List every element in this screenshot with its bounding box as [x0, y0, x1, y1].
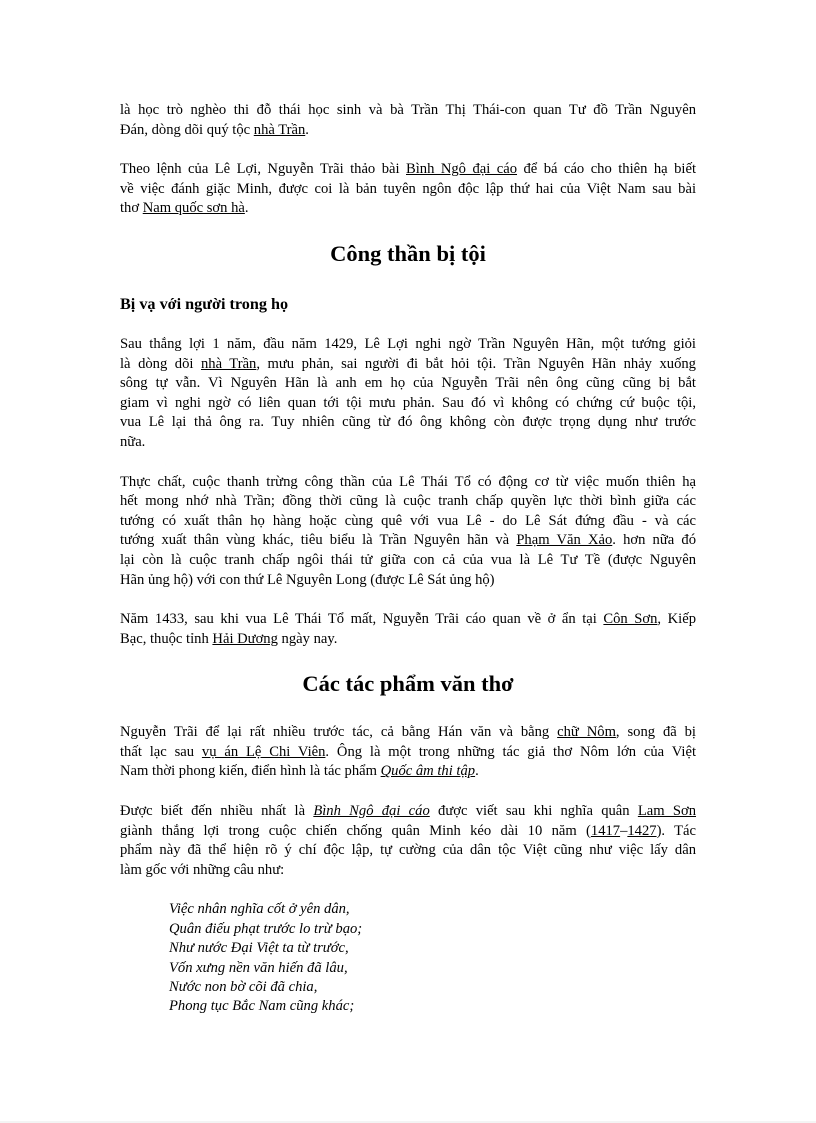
link-nha-tran[interactable]: nhà Trần: [200, 355, 257, 372]
text-line: nữa.: [120, 433, 146, 450]
link-pham-van-xao[interactable]: Phạm Văn Xảo: [516, 532, 613, 549]
text-line: [120, 762, 696, 782]
poem-line: Nước non bờ cõi đã chia,: [169, 979, 318, 996]
document-page: [120, 101, 696, 1017]
text-line: [120, 723, 696, 743]
link-lam-son[interactable]: Lam Sơn: [637, 803, 697, 820]
text-line: Hãn ủng hộ) với con thứ Lê Nguyên Long (được Lê Sát ủng hộ): [120, 571, 495, 588]
text-line: phẩm này đã thể hiện rõ ý chí độc lập, tự cường của dân tộc Việt cũng như việc lấy dân: [120, 842, 696, 859]
poem-line: Vốn xưng nền văn hiến đã lâu,: [169, 959, 348, 976]
link-binh-ngo-dai-cao[interactable]: Bình Ngô đại cáo: [406, 161, 518, 178]
link-nam-quoc-son-ha[interactable]: Nam quốc sơn hà: [142, 200, 245, 217]
text-line: [120, 610, 696, 630]
text-run: .: [244, 200, 249, 217]
text-line: giam vì nghi ngờ có liên quan tới tội mưu phản. Sau đó vì không có chứng cứ buộc tội,: [120, 394, 696, 411]
text-run: thất lạc sau: [120, 743, 202, 760]
text-line: làm gốc với những câu như:: [120, 861, 285, 878]
text-run: Đán, dòng dõi quý tộc: [120, 121, 254, 138]
text-run: , song đã bị: [615, 724, 696, 741]
text-run: , Kiếp: [657, 611, 696, 628]
text-line: [120, 802, 696, 822]
section-heading-cong-than: Công thần bị tội: [330, 240, 486, 266]
text-run: Bạc, thuộc tỉnh: [120, 630, 213, 647]
poem-line: Quân điếu phạt trước lo trừ bạo;: [169, 920, 363, 937]
paragraph-thuc-chat: [120, 473, 696, 591]
paragraph-con-son: [120, 610, 696, 649]
link-hai-duong[interactable]: Hải Dương: [212, 630, 278, 647]
text-line: hết mong nhớ nhà Trần; đồng thời cũng là cuộc tranh chấp quyền lực thời bình giữa các: [120, 493, 696, 510]
text-line: Sau thắng lợi 1 năm, đầu năm 1429, Lê Lợi nghi ngờ Trần Nguyên Hãn, một tướng giỏi: [120, 335, 696, 352]
text-run: Nguyễn Trãi để lại rất nhiều trước tác, cả bằng Hán văn và bằng: [120, 724, 558, 741]
text-line: [120, 355, 696, 375]
poem-excerpt: [169, 900, 696, 1016]
text-run: .: [475, 763, 479, 780]
section-heading-tac-pham: Các tác phẩm văn thơ: [302, 671, 514, 697]
link-year-1417[interactable]: 1417: [590, 822, 621, 839]
link-year-1427[interactable]: 1427: [627, 822, 657, 839]
text-run: , mưu phản, sai người đi bắt hỏi tội. Trần Nguyên Hãn nhảy xuống: [256, 355, 696, 372]
text-run: . hơn nữa đó: [612, 532, 697, 549]
text-run: tướng xuất thân vùng khác, tiêu biểu là Trần Nguyên hãn và: [120, 532, 517, 549]
text-run: được viết sau khi nghĩa quân: [429, 803, 638, 820]
text-run: ). Tác: [656, 822, 696, 839]
link-binh-ngo-dai-cao[interactable]: Bình Ngô đại cáo: [313, 803, 430, 820]
text-run: .: [305, 121, 309, 138]
paragraph-binh-ngo: [120, 160, 696, 219]
link-quoc-am-thi-tap[interactable]: Quốc âm thi tập: [380, 763, 476, 780]
text-line: [120, 630, 696, 650]
text-line: là học trò nghèo thi đỗ thái học sinh và bà Trần Thị Thái-con quan Tư đồ Trần Nguyên: [120, 102, 696, 118]
text-line: [120, 121, 696, 141]
text-run: Nam thời phong kiến, điển hình là tác phẩm: [120, 763, 381, 780]
text-run: thơ: [120, 200, 143, 217]
poem-line: Như nước Đại Việt ta từ trước,: [169, 940, 349, 957]
link-nha-tran[interactable]: nhà Trần: [253, 121, 306, 138]
text-line: vua Lê lại thả ông ra. Tuy nhiên cũng từ đó ông không còn được trọng dụng như trước: [120, 414, 696, 431]
text-run: Được biết đến nhiều nhất là: [120, 803, 314, 820]
text-line: sông tự vẫn. Vì Nguyên Hãn là anh em họ của Nguyễn Trãi nên ông cũng cũng bị bắt: [120, 375, 696, 392]
text-line: [120, 743, 696, 763]
text-run: để bá cáo cho thiên hạ biết: [517, 161, 697, 178]
text-line: Thực chất, cuộc thanh trừng công thần của Lê Thái Tổ có động cơ từ việc muốn thiên hạ: [120, 473, 696, 490]
text-run: –: [620, 822, 628, 839]
text-line: [120, 199, 696, 219]
poem-line: Việc nhân nghĩa cốt ở yên dân,: [169, 901, 350, 918]
text-run: là dòng dõi: [120, 355, 201, 372]
text-line: [120, 822, 696, 842]
paragraph-intro: [120, 101, 696, 140]
text-line: [120, 160, 696, 180]
link-vu-an-le-chi-vien[interactable]: vụ án Lệ Chi Viên: [201, 743, 326, 760]
text-run: ngày nay.: [277, 630, 338, 647]
subsection-heading: Bị vạ với người trong họ: [120, 294, 289, 313]
paragraph-tac-pham: [120, 723, 696, 782]
paragraph-binh-ngo-dai-cao: [120, 802, 696, 880]
text-line: lại còn là cuộc tranh chấp ngôi thái tử giữa con cả của vua là Lê Tư Tề (được Nguyên: [120, 551, 696, 568]
text-line: tướng có xuất thân họ hàng hoặc cùng quê với vua Lê - do Lê Sát đứng đầu - và các: [120, 512, 696, 529]
text-run: giành thắng lợi trong cuộc chiến chống quân Minh kéo dài 10 năm (: [120, 822, 591, 839]
text-run: . Ông là một trong những tác giả thơ Nôm lớn của Việt: [325, 743, 696, 760]
poem-line: Phong tục Bắc Nam cũng khác;: [169, 998, 355, 1015]
text-line: về việc đánh giặc Minh, được coi là bản tuyên ngôn độc lập thứ hai của Việt Nam sau bài: [120, 180, 696, 197]
paragraph-tran-nguyen-han: [120, 335, 696, 453]
text-run: Năm 1433, sau khi vua Lê Thái Tổ mất, Nguyễn Trãi cáo quan về ở ẩn tại: [120, 611, 604, 628]
link-con-son[interactable]: Côn Sơn: [603, 611, 658, 628]
text-run: Theo lệnh của Lê Lợi, Nguyễn Trãi thảo bài: [120, 161, 406, 178]
link-chu-nom[interactable]: chữ Nôm: [557, 724, 616, 741]
text-line: [120, 531, 696, 551]
